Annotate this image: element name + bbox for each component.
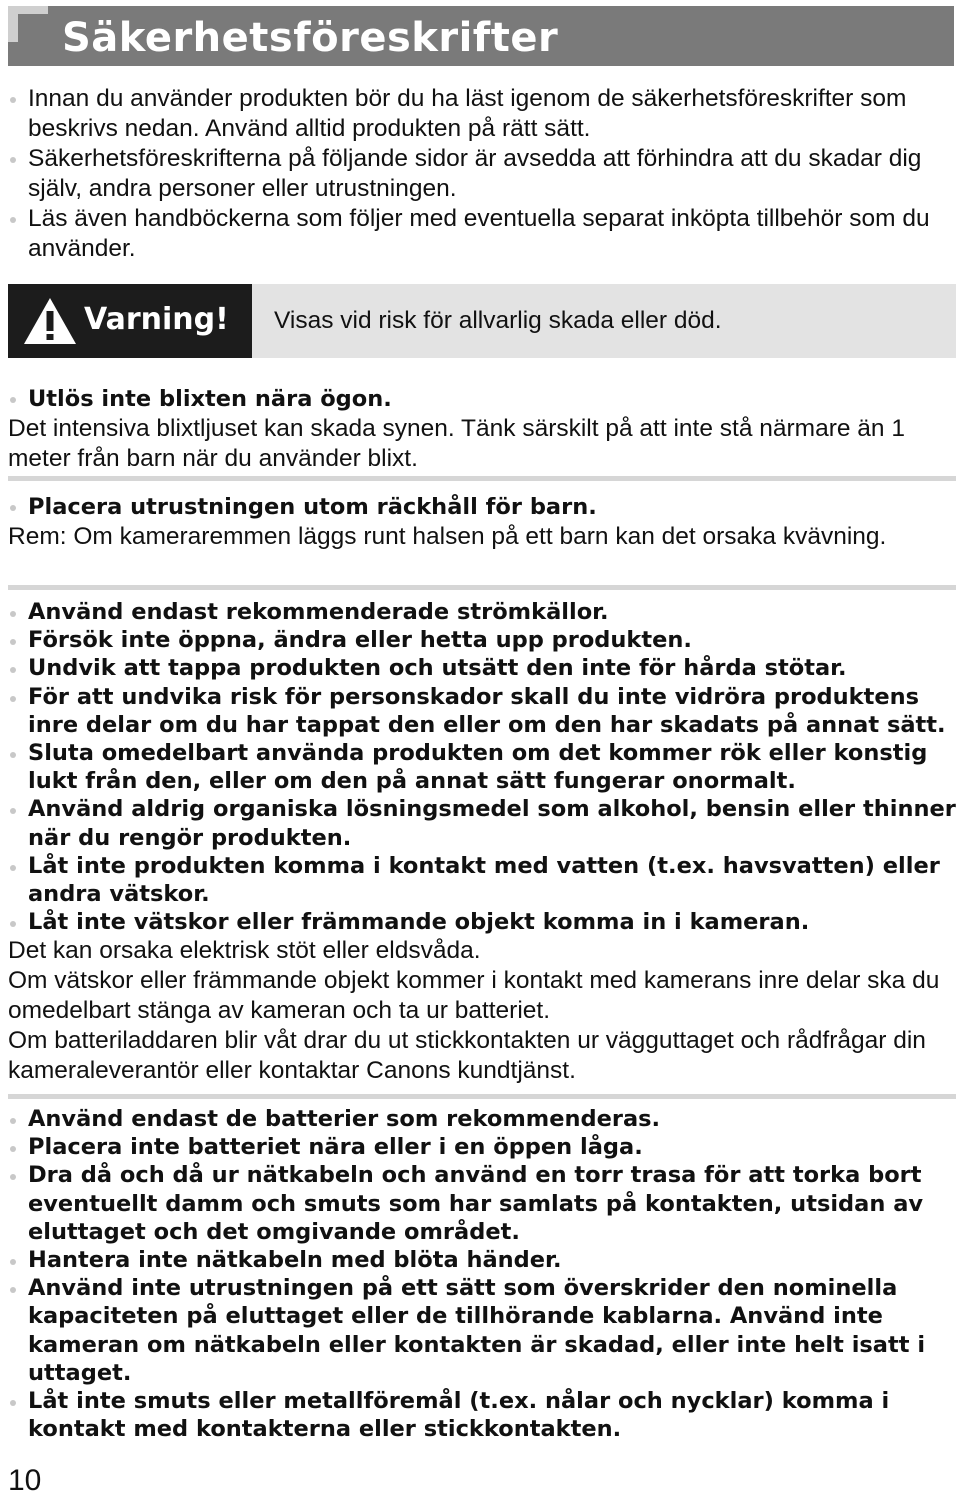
section-power-list xyxy=(8,598,956,1086)
list-item: Använd endast de batterier som rekommenderas. xyxy=(8,1105,956,1133)
section-children xyxy=(8,492,956,552)
list-item: Försök inte öppna, ändra eller hetta upp produkten. xyxy=(8,626,956,654)
warning-label-box xyxy=(8,284,252,358)
intro-item: Innan du använder produkten bör du ha läst igenom de säkerhetsföreskrifter som beskrivs nedan. Använd alltid produkten på rätt sätt. xyxy=(8,84,956,144)
divider xyxy=(8,1094,956,1099)
section-body: Om vätskor eller främmande objekt kommer i kontakt med kamerans inre delar ska du omedelbart stänga av kameran och ta ur batteriet. xyxy=(8,967,940,1025)
list-item: Låt inte produkten komma i kontakt med vatten (t.ex. havsvatten) eller andra vätskor. xyxy=(8,852,956,908)
page-number: 10 xyxy=(8,1464,42,1497)
list-item: Placera inte batteriet nära eller i en öppen låga. xyxy=(8,1133,956,1161)
intro-list xyxy=(8,84,956,264)
divider xyxy=(8,476,956,481)
warning-description: Visas vid risk för allvarlig skada eller död. xyxy=(274,307,722,334)
warning-label: Varning! xyxy=(84,302,229,337)
list-item: Använd aldrig organiska lösningsmedel som alkohol, bensin eller thinner när du rengör produkten. xyxy=(8,795,956,851)
list-item: Dra då och då ur nätkabeln och använd en torr trasa för att torka bort eventuellt damm och smuts som har samlats på kontakten, utsidan av eluttaget och det omgivande området. xyxy=(8,1161,956,1246)
section-body: Om batteriladdaren blir våt drar du ut stickkontakten ur vägguttaget och rådfrågar din kameraleverantör eller kontaktar Canons kundtjänst. xyxy=(8,1027,926,1085)
list-item: Låt inte smuts eller metallföremål (t.ex. nålar och nycklar) komma i kontakt med kontakterna eller stickkontakten. xyxy=(8,1387,956,1443)
divider xyxy=(8,585,956,590)
section-body: Det kan orsaka elektrisk stöt eller eldsvåda. xyxy=(8,937,481,965)
section-heading: Placera utrustningen utom räckhåll för barn. xyxy=(8,492,956,522)
page-title: Säkerhetsföreskrifter xyxy=(62,15,559,61)
section-battery-list xyxy=(8,1105,956,1443)
list-item: För att undvika risk för personskador skall du inte vidröra produktens inre delar om du har tappat den eller om den har skadats på annat sätt. xyxy=(8,683,956,739)
list-item: Undvik att tappa produkten och utsätt den inte för hårda stötar. xyxy=(8,654,956,682)
warning-triangle-icon xyxy=(22,296,78,346)
section-flash xyxy=(8,384,956,474)
list-item: Hantera inte nätkabeln med blöta händer. xyxy=(8,1246,956,1274)
section-body: Rem: Om kameraremmen läggs runt halsen på ett barn kan det orsaka kvävning. xyxy=(8,523,887,550)
list-item: Använd inte utrustningen på ett sätt som överskrider den nominella kapaciteten på eluttaget eller de tillhörande kablarna. Använd inte kameran om nätkabeln eller kontakten är skadad, eller inte helt isatt i uttaget. xyxy=(8,1274,956,1387)
list-item: Sluta omedelbart använda produkten om det kommer rök eller konstig lukt från den, eller om den på annat sätt fungerar onormalt. xyxy=(8,739,956,795)
section-heading: Utlös inte blixten nära ögon. xyxy=(8,384,956,414)
section-body: Det intensiva blixtljuset kan skada synen. Tänk särskilt på att inte stå närmare än 1 meter från barn när du använder blixt. xyxy=(8,415,905,472)
intro-item: Säkerhetsföreskrifterna på följande sidor är avsedda att förhindra att du skadar dig själv, andra personer eller utrustningen. xyxy=(8,144,956,204)
intro-item: Läs även handböckerna som följer med eventuella separat inköpta tillbehör som du använder. xyxy=(8,204,956,264)
list-item: Låt inte vätskor eller främmande objekt komma in i kameran. xyxy=(8,908,956,936)
list-item: Använd endast rekommenderade strömkällor. xyxy=(8,598,956,626)
warning-legend xyxy=(8,284,956,358)
header-corner-mask xyxy=(18,14,56,50)
section-header xyxy=(8,6,954,66)
